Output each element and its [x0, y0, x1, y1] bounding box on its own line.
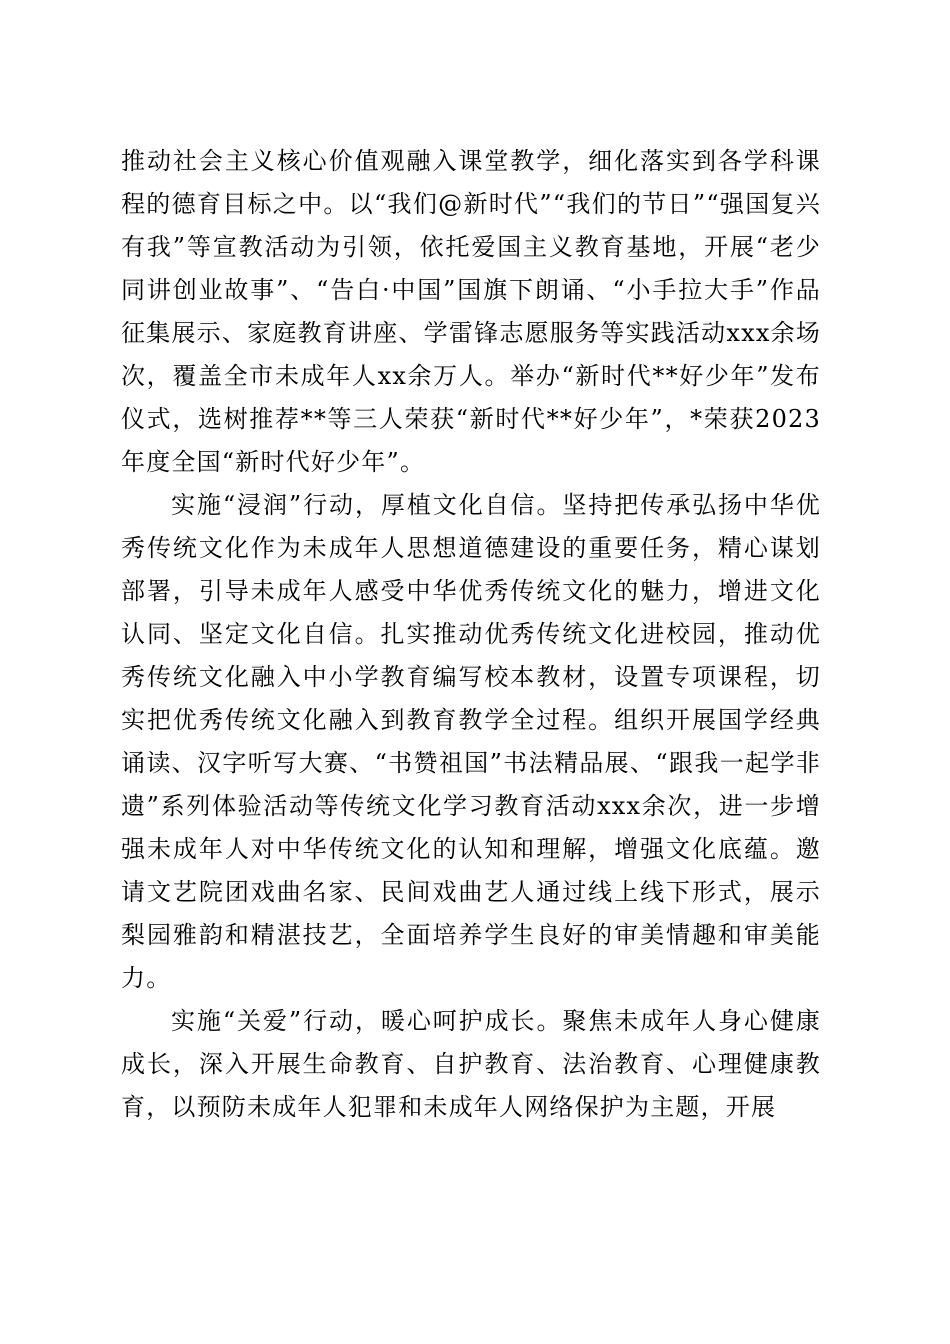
paragraph-care-action: 实施“关爱”行动，暖心呵护成长。聚焦未成年人身心健康成长，深入开展生命教育、自护教育、法治教育、心理健康教育，以预防未成年人犯罪和未成年人网络保护为主题，开展 — [121, 1007, 821, 1121]
document-body — [121, 140, 821, 1129]
paragraph-immersion-action: 实施“浸润”行动，厚植文化自信。坚持把传承弘扬中华优秀传统文化作为未成年人思想道德建设的重要任务，精心谋划部署，引导未成年人感受中华优秀传统文化的魅力，增进文化认同、坚定文化自信。扎实推动优秀传统文化进校园，推动优秀传统文化融入中小学教育编写校本教材，设置专项课程，切实把优秀传统文化融入到教育教学全过程。组织开展国学经典诵读、汉字听写大赛、“书赞祖国”书法精品展、“跟我一起学非遗”系列体验活动等传统文化学习教育活动xxx余次，进一步增强未成年人对中华传统文化的认知和理解，增强文化底蕴。邀请文艺院团戏曲名家、民间戏曲艺人通过线上线下形式，展示梨园雅韵和精湛技艺，全面培养学生良好的审美情趣和审美能力。 — [121, 491, 821, 992]
paragraph-continued: 推动社会主义核心价值观融入课堂教学，细化落实到各学科课程的德育目标之中。以“我们@新时代”“我们的节日”“强国复兴有我”等宣教活动为引领，依托爱国主义教育基地，开展“老少同讲创业故事”、“告白·中国”国旗下朗诵、“小手拉大手”作品征集展示、家庭教育讲座、学雷锋志愿服务等实践活动xxx余场次，覆盖全市未成年人xx余万人。举办“新时代**好少年”发布仪式，选树推荐**等三人荣获“新时代**好少年”，*荣获2023年度全国“新时代好少年”。 — [121, 147, 821, 476]
